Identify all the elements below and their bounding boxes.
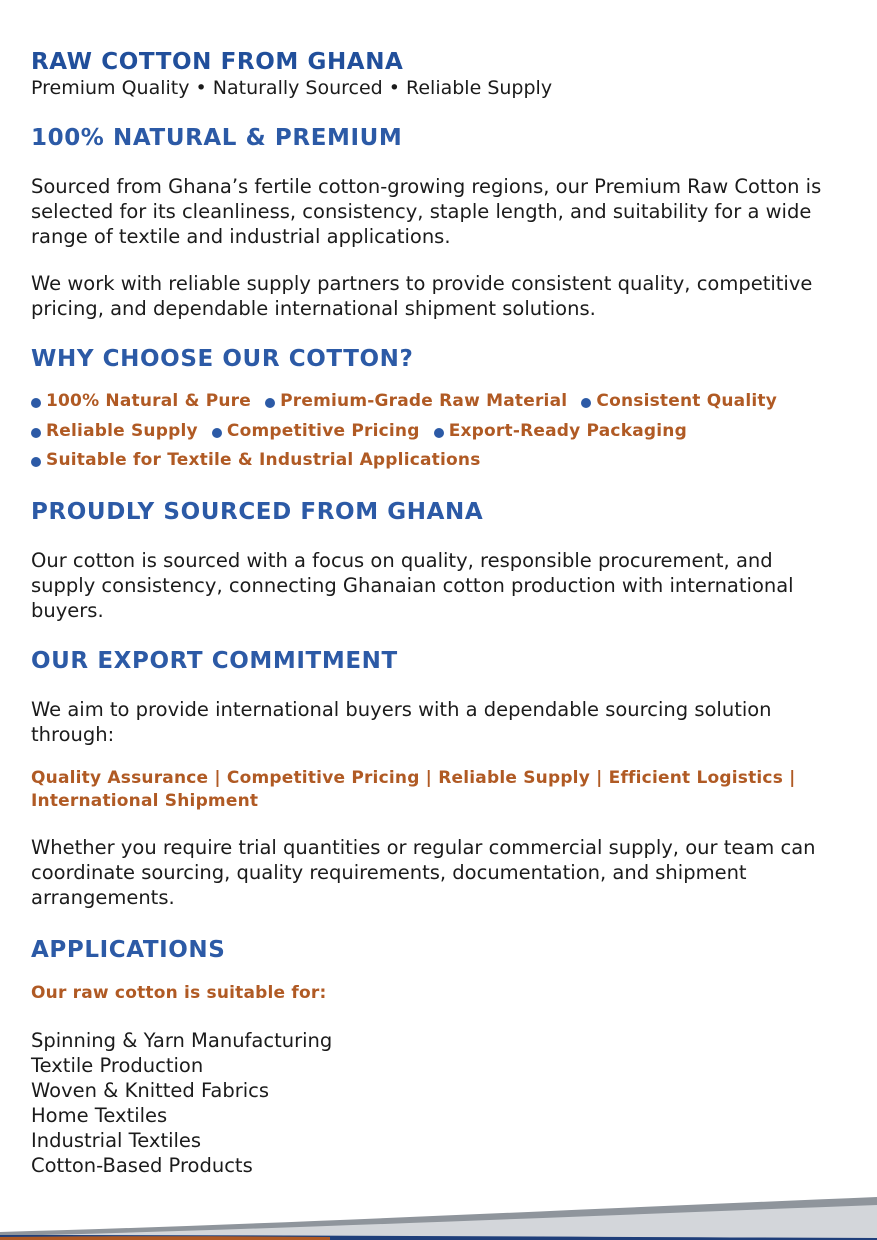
feature-item: Consistent Quality	[581, 391, 777, 411]
applications-lead: Our raw cotton is suitable for:	[31, 982, 327, 1003]
footer-light-band	[0, 1205, 877, 1240]
bullet-dot-icon	[31, 457, 41, 467]
document-subtitle: Premium Quality • Naturally Sourced • Reliable Supply	[31, 77, 553, 99]
feature-item: Competitive Pricing	[212, 421, 420, 441]
bullet-dot-icon	[212, 428, 222, 438]
bullet-dot-icon	[31, 398, 41, 408]
document-page	[31, 48, 841, 1178]
list-item: Textile Production	[31, 1053, 204, 1077]
feature-list	[31, 387, 841, 476]
section-heading-commitment: OUR EXPORT COMMITMENT	[31, 647, 398, 674]
footer-wave-decoration	[0, 1185, 877, 1240]
sourced-paragraph: Our cotton is sourced with a focus on quality, responsible procurement, and supply consistency, connecting Ghanaian cotton production with international buyers.	[31, 548, 794, 622]
list-item: Spinning & Yarn Manufacturing	[31, 1028, 333, 1052]
natural-paragraph-1: Sourced from Ghana’s fertile cotton-growing regions, our Premium Raw Cotton is selected for its cleanliness, consistency, staple length, and suitability for a wide range of textile and industrial applications.	[31, 175, 822, 248]
feature-item: Premium-Grade Raw Material	[265, 391, 567, 411]
applications-list	[31, 1028, 841, 1178]
section-heading-sourced: PROUDLY SOURCED FROM GHANA	[31, 498, 484, 525]
section-heading-why: WHY CHOOSE OUR COTTON?	[31, 346, 414, 372]
list-item: Home Textiles	[31, 1103, 168, 1127]
footer-orange-sliver	[0, 1236, 330, 1240]
list-item: Woven & Knitted Fabrics	[31, 1078, 270, 1102]
feature-item: Suitable for Textile & Industrial Applications	[31, 450, 481, 470]
section-heading-natural: 100% NATURAL & PREMIUM	[31, 125, 403, 151]
bullet-dot-icon	[581, 398, 591, 408]
commitment-closing: Whether you require trial quantities or regular commercial supply, our team can coordinate sourcing, quality requirements, documentation, and shipment arrangements.	[31, 835, 816, 909]
bullet-dot-icon	[31, 428, 41, 438]
document-title: RAW COTTON FROM GHANA	[31, 49, 404, 75]
list-item: Industrial Textiles	[31, 1128, 202, 1152]
bullet-dot-icon	[434, 428, 444, 438]
list-item: Cotton-Based Products	[31, 1153, 253, 1177]
commitment-intro: We aim to provide international buyers with a dependable sourcing solution through:	[31, 697, 772, 746]
feature-item: 100% Natural & Pure	[31, 391, 251, 411]
feature-item: Reliable Supply	[31, 421, 198, 441]
commitment-highlights: Quality Assurance | Competitive Pricing | Reliable Supply | Efficient Logistics | International Shipment	[31, 767, 796, 811]
feature-item: Export-Ready Packaging	[434, 421, 687, 441]
section-heading-applications: APPLICATIONS	[31, 936, 226, 963]
natural-paragraph-2: We work with reliable supply partners to provide consistent quality, competitive pricing, and dependable international shipment solutions.	[31, 272, 813, 320]
bullet-dot-icon	[265, 398, 275, 408]
